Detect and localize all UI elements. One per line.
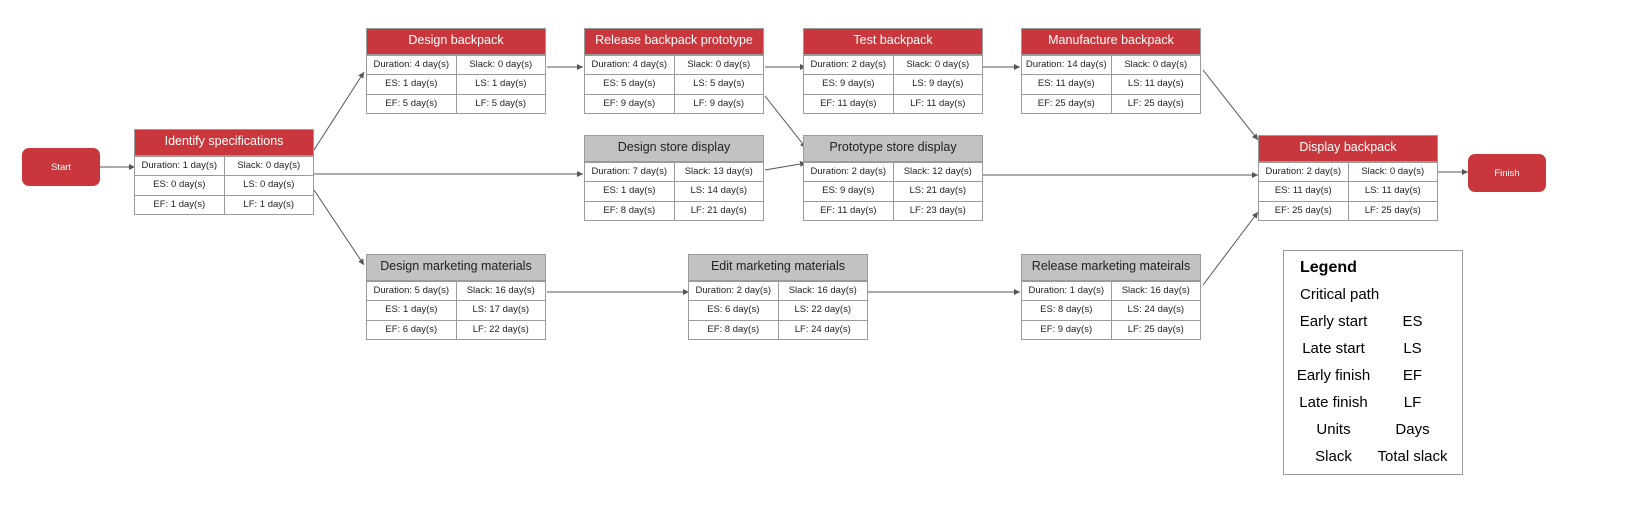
node-release-marketing-materials[interactable]: [1021, 254, 1201, 340]
node-ls: LS: 22 day(s): [794, 304, 851, 316]
node-lf: LF: 21 day(s): [690, 204, 747, 216]
node-duration: Duration: 1 day(s): [135, 157, 225, 175]
node-design-store-display[interactable]: [584, 135, 764, 221]
node-row-es-ls: [1022, 300, 1200, 319]
node-ef: EF: 5 day(s): [367, 95, 457, 113]
node-ef: EF: 8 day(s): [689, 321, 779, 339]
node-slack: Slack: 0 day(s): [1361, 165, 1425, 177]
node-duration: Duration: 1 day(s): [1022, 282, 1112, 300]
legend-label: Slack: [1315, 448, 1352, 465]
node-es: ES: 11 day(s): [1022, 75, 1112, 93]
node-es: ES: 8 day(s): [1022, 301, 1112, 319]
legend-row-late-finish: [1284, 389, 1462, 416]
node-lf: LF: 23 day(s): [909, 204, 966, 216]
node-row-es-ls: [367, 74, 545, 93]
node-ls: LS: 24 day(s): [1127, 304, 1184, 316]
node-ef: EF: 25 day(s): [1259, 202, 1349, 220]
node-title: Design store display: [585, 136, 763, 162]
legend-label: Critical path: [1300, 286, 1380, 303]
node-lf: LF: 25 day(s): [1364, 204, 1421, 216]
edge-store-display-prototype: [765, 163, 806, 170]
node-row-duration-slack: [1022, 281, 1200, 300]
node-row-ef-lf: [585, 94, 763, 113]
node-title: Test backpack: [804, 29, 982, 55]
node-row-es-ls: [585, 74, 763, 93]
node-edit-marketing-materials[interactable]: [688, 254, 868, 340]
node-ls: LS: 11 day(s): [1127, 78, 1184, 90]
node-slack: Slack: 13 day(s): [684, 165, 753, 177]
node-duration: Duration: 7 day(s): [585, 163, 675, 181]
edge-release-prototype-store: [765, 96, 806, 148]
node-ls: LS: 1 day(s): [475, 78, 527, 90]
node-ls: LS: 5 day(s): [693, 78, 745, 90]
node-ls: LS: 17 day(s): [472, 304, 529, 316]
node-es: ES: 9 day(s): [804, 182, 894, 200]
legend-label: Late finish: [1299, 394, 1368, 411]
edge-release-marketing-display: [1203, 212, 1258, 285]
node-row-duration-slack: [135, 156, 313, 175]
node-row-ef-lf: [689, 320, 867, 339]
node-title: Edit marketing materials: [689, 255, 867, 281]
legend-row-units: [1284, 416, 1462, 443]
node-ls: LS: 0 day(s): [243, 179, 295, 191]
node-title: Display backpack: [1259, 136, 1437, 162]
node-title: Release backpack prototype: [585, 29, 763, 55]
node-test-backpack[interactable]: [803, 28, 983, 114]
legend-label: Early start: [1299, 313, 1368, 330]
node-design-backpack[interactable]: [366, 28, 546, 114]
node-row-es-ls: [585, 181, 763, 200]
node-row-duration-slack: [804, 162, 982, 181]
node-ef: EF: 25 day(s): [1022, 95, 1112, 113]
node-lf: LF: 25 day(s): [1127, 323, 1184, 335]
node-slack: Slack: 0 day(s): [906, 58, 970, 70]
finish-node[interactable]: [1468, 154, 1546, 192]
node-row-ef-lf: [804, 94, 982, 113]
node-row-duration-slack: [585, 162, 763, 181]
node-prototype-store-display[interactable]: [803, 135, 983, 221]
node-row-duration-slack: [804, 55, 982, 74]
edge-identify-design-backpack: [314, 72, 364, 150]
edge-identify-design-marketing: [314, 190, 364, 265]
finish-node-label: Finish: [1494, 167, 1520, 179]
node-lf: LF: 24 day(s): [794, 323, 851, 335]
legend-abbr: LS: [1403, 340, 1422, 357]
node-ef: EF: 9 day(s): [585, 95, 675, 113]
node-row-duration-slack: [689, 281, 867, 300]
node-slack: Slack: 0 day(s): [469, 58, 533, 70]
node-ef: EF: 11 day(s): [804, 202, 894, 220]
node-ef: EF: 9 day(s): [1022, 321, 1112, 339]
node-duration: Duration: 2 day(s): [804, 163, 894, 181]
node-design-marketing-materials[interactable]: [366, 254, 546, 340]
legend-label: Late start: [1302, 340, 1365, 357]
node-title: Release marketing mateirals: [1022, 255, 1200, 281]
node-row-es-ls: [135, 175, 313, 194]
node-row-ef-lf: [1022, 94, 1200, 113]
node-row-ef-lf: [135, 195, 313, 214]
node-title: Manufacture backpack: [1022, 29, 1200, 55]
legend-row-early-start: [1284, 308, 1462, 335]
legend-abbr: Days: [1395, 421, 1430, 438]
node-ef: EF: 8 day(s): [585, 202, 675, 220]
legend-title: Legend: [1300, 259, 1357, 276]
edge-manufacture-display: [1203, 70, 1258, 140]
node-duration: Duration: 14 day(s): [1022, 56, 1112, 74]
node-ef: EF: 1 day(s): [135, 196, 225, 214]
node-row-ef-lf: [585, 201, 763, 220]
node-row-duration-slack: [585, 55, 763, 74]
legend-label: Units: [1316, 421, 1351, 438]
node-ls: LS: 21 day(s): [909, 185, 966, 197]
legend-abbr: Total slack: [1377, 448, 1448, 465]
node-es: ES: 1 day(s): [585, 182, 675, 200]
node-duration: Duration: 2 day(s): [804, 56, 894, 74]
node-ef: EF: 6 day(s): [367, 321, 457, 339]
node-row-ef-lf: [1259, 201, 1437, 220]
node-es: ES: 1 day(s): [367, 301, 457, 319]
node-identify-specifications[interactable]: [134, 129, 314, 215]
node-slack: Slack: 16 day(s): [1121, 284, 1190, 296]
legend-row-late-start: [1284, 335, 1462, 362]
node-duration: Duration: 2 day(s): [1259, 163, 1349, 181]
legend-row-early-finish: [1284, 362, 1462, 389]
node-es: ES: 9 day(s): [804, 75, 894, 93]
node-duration: Duration: 5 day(s): [367, 282, 457, 300]
node-release-backpack-prototype[interactable]: [584, 28, 764, 114]
legend-label: Early finish: [1296, 367, 1371, 384]
node-slack: Slack: 0 day(s): [687, 58, 751, 70]
node-ls: LS: 11 day(s): [1364, 185, 1421, 197]
node-lf: LF: 25 day(s): [1127, 97, 1184, 109]
start-node[interactable]: [22, 148, 100, 186]
node-slack: Slack: 16 day(s): [788, 284, 857, 296]
node-lf: LF: 9 day(s): [693, 97, 745, 109]
node-row-es-ls: [367, 300, 545, 319]
node-row-ef-lf: [367, 94, 545, 113]
node-slack: Slack: 12 day(s): [903, 165, 972, 177]
node-es: ES: 0 day(s): [135, 176, 225, 194]
legend-row-critical-path: [1284, 281, 1462, 308]
node-title: Design marketing materials: [367, 255, 545, 281]
node-row-duration-slack: [367, 55, 545, 74]
node-lf: LF: 5 day(s): [475, 97, 527, 109]
node-manufacture-backpack[interactable]: [1021, 28, 1201, 114]
node-es: ES: 5 day(s): [585, 75, 675, 93]
node-title: Prototype store display: [804, 136, 982, 162]
node-row-es-ls: [689, 300, 867, 319]
node-row-duration-slack: [367, 281, 545, 300]
node-duration: Duration: 2 day(s): [689, 282, 779, 300]
legend-abbr: ES: [1402, 313, 1423, 330]
node-title: Identify specifications: [135, 130, 313, 156]
node-es: ES: 11 day(s): [1259, 182, 1349, 200]
node-row-ef-lf: [804, 201, 982, 220]
node-duration: Duration: 4 day(s): [367, 56, 457, 74]
node-row-es-ls: [804, 74, 982, 93]
node-row-es-ls: [1022, 74, 1200, 93]
legend-abbr: LF: [1403, 394, 1422, 411]
node-lf: LF: 22 day(s): [472, 323, 529, 335]
node-row-es-ls: [804, 181, 982, 200]
legend-abbr: EF: [1402, 367, 1423, 384]
node-slack: Slack: 16 day(s): [466, 284, 535, 296]
node-row-ef-lf: [367, 320, 545, 339]
node-lf: LF: 11 day(s): [910, 97, 966, 109]
node-duration: Duration: 4 day(s): [585, 56, 675, 74]
legend: [1283, 250, 1463, 475]
node-es: ES: 6 day(s): [689, 301, 779, 319]
node-es: ES: 1 day(s): [367, 75, 457, 93]
node-display-backpack[interactable]: [1258, 135, 1438, 221]
node-slack: Slack: 0 day(s): [1124, 58, 1188, 70]
node-row-es-ls: [1259, 181, 1437, 200]
node-row-duration-slack: [1259, 162, 1437, 181]
node-lf: LF: 1 day(s): [243, 198, 295, 210]
node-row-ef-lf: [1022, 320, 1200, 339]
node-title: Design backpack: [367, 29, 545, 55]
node-ef: EF: 11 day(s): [804, 95, 894, 113]
node-slack: Slack: 0 day(s): [237, 159, 301, 171]
node-ls: LS: 9 day(s): [912, 78, 964, 90]
legend-row-slack: [1284, 443, 1462, 470]
start-node-label: Start: [50, 161, 72, 173]
node-ls: LS: 14 day(s): [690, 185, 747, 197]
node-row-duration-slack: [1022, 55, 1200, 74]
